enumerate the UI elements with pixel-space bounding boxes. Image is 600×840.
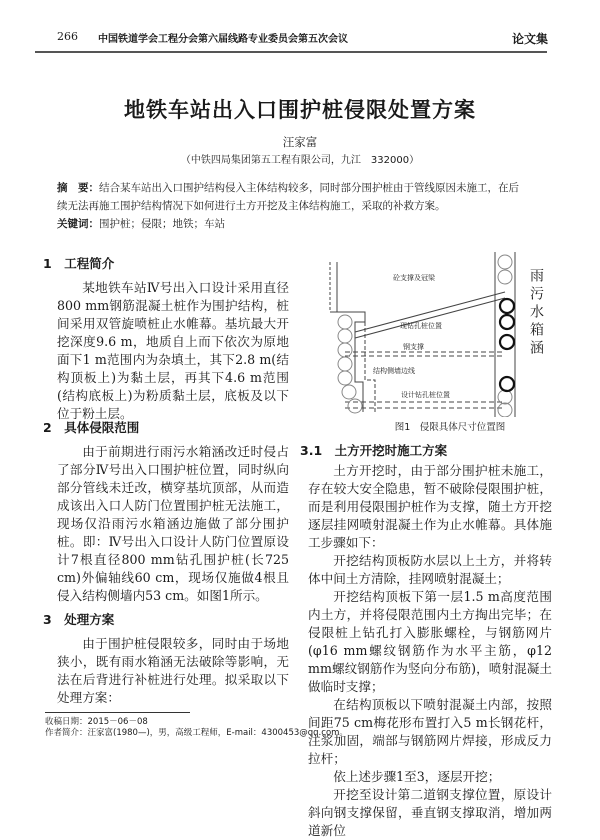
label-actual-pile: 现钻孔桩位置 <box>400 322 442 330</box>
running-header: 中国铁道学会工程分会第六届线路专业委员会第五次会议 <box>98 34 348 45</box>
label-brace: 砼支撑及冠梁 <box>393 274 435 282</box>
label-design-pile: 设计钻孔桩位置 <box>401 391 450 399</box>
footnote-rule <box>45 712 190 713</box>
paragraph: 开挖至设计第二道钢支撑位置，原设计斜向钢支撑保留，垂直钢支撑取消，增加两道新位 <box>308 787 552 838</box>
section-3-heading: 3 处理方案 <box>43 612 115 627</box>
affiliation: （中铁四局集团第五工程有限公司，九江 332000） <box>180 155 420 166</box>
abstract <box>57 179 527 233</box>
paragraph: 依上述步骤1至3，逐层开挖； <box>333 769 501 784</box>
page-number: 266 <box>57 30 78 43</box>
author-bio: 作者简介：汪家富(1980—)，男，高级工程师，E-mail：4300453@qq.com。 <box>45 728 348 738</box>
section-3-body <box>57 635 289 707</box>
abstract-text: 结合某车站出入口围护结构侵入主体结构较多，同时部分围护桩由于管线原因未施工，在后续无法再施工围护结构情况下如何进行土方开挖及主体结构施工，采取的补救方案。 <box>57 182 519 212</box>
header-rule <box>35 51 547 53</box>
keywords-text: 围护桩；侵限；地铁；车站 <box>99 218 225 230</box>
paragraph: 某地铁车站Ⅳ号出入口设计采用直径800 mm钢筋混凝土桩作为围护结构，桩间采用双管旋喷桩止水帷幕。基坑最大开挖深度9.6 m，地质自上而下依次为原地面下1 m范围内为杂填土，其下2.8 m(结构顶板上)为黏土层，再其下4.6 m范围(结构底板上)为粉质黏土层，底板及以下位于粉土层。 <box>57 280 289 421</box>
abstract-label: 摘 要： <box>57 182 99 194</box>
paragraph: 由于围护桩侵限较多，同时由于场地狭小，既有雨水箱涵无法破除等影响，无法在后背进行补桩进行处理。拟采取以下处理方案： <box>57 636 289 705</box>
received-date: 收稿日期：2015－06－08 <box>45 717 148 727</box>
paper-title: 地铁车站出入口围护桩侵限处置方案 <box>124 97 476 122</box>
section-3-1-heading: 3.1 土方开挖时施工方案 <box>300 443 448 458</box>
section-2-heading: 2 具体侵限范围 <box>43 420 140 435</box>
paragraph: 在结构顶板以下喷射混凝土内部，按照间距75 cm梅花形布置打入5 m长钢花杆，注浆加固，端部与钢筋网片焊接，形成反力拉杆； <box>308 697 552 766</box>
label-steel-brace: 钢支撑 <box>403 343 424 351</box>
figure-1-diagram <box>325 252 525 417</box>
paragraph: 开挖结构顶板下第一层1.5 m高度范围内土方，并将侵限范围内土方掏出完毕；在侵限桩上钻孔打入膨胀螺栓，与钢筋网片(φ16 mm螺纹钢筋作为水平主筋，φ12 mm螺纹钢筋作为竖向分布筋)，喷射混凝土做临时支撑； <box>308 589 552 694</box>
paragraph: 开挖结构顶板防水层以上土方，并将转体中间土方清除，挂网喷射混凝土； <box>308 553 552 586</box>
footnote <box>45 717 348 739</box>
section-label: 论文集 <box>512 32 549 46</box>
section-2-body <box>57 443 289 605</box>
section-1-heading: 1 工程简介 <box>43 256 115 271</box>
paragraph: 由于前期进行雨污水箱涵改迁时侵占了部分Ⅳ号出入口围护桩位置，同时纵向部分管线未迁改，横穿基坑顶部，从而造成该出入口人防门位置围护桩无法施工，现场仅沿雨污水箱涵边施做了部分围护桩。即：Ⅳ号出入口设计人防门位置原设计7根直径800 mm钻孔围护桩(长725 cm)外偏轴线60 cm，现场仅施做4根且侵入结构侧墙内53 cm。如图1所示。 <box>57 444 289 603</box>
section-1-body <box>57 279 289 423</box>
right-column <box>308 462 552 840</box>
keywords-label: 关键词： <box>57 218 99 230</box>
paragraph: 土方开挖时，由于部分围护桩未施工，存在较大安全隐患，暂不破除侵限围护桩，而是利用侵限围护桩作为支撑，随土方开挖逐层挂网喷射混凝土作为止水帷幕。具体施工步骤如下： <box>308 463 552 550</box>
label-wall-line: 结构侧墙边线 <box>373 367 415 375</box>
label-culvert: 雨污水箱涵 <box>528 268 544 358</box>
figure-caption: 图1 侵限具体尺寸位置图 <box>394 422 506 433</box>
author: 汪家富 <box>282 135 318 149</box>
